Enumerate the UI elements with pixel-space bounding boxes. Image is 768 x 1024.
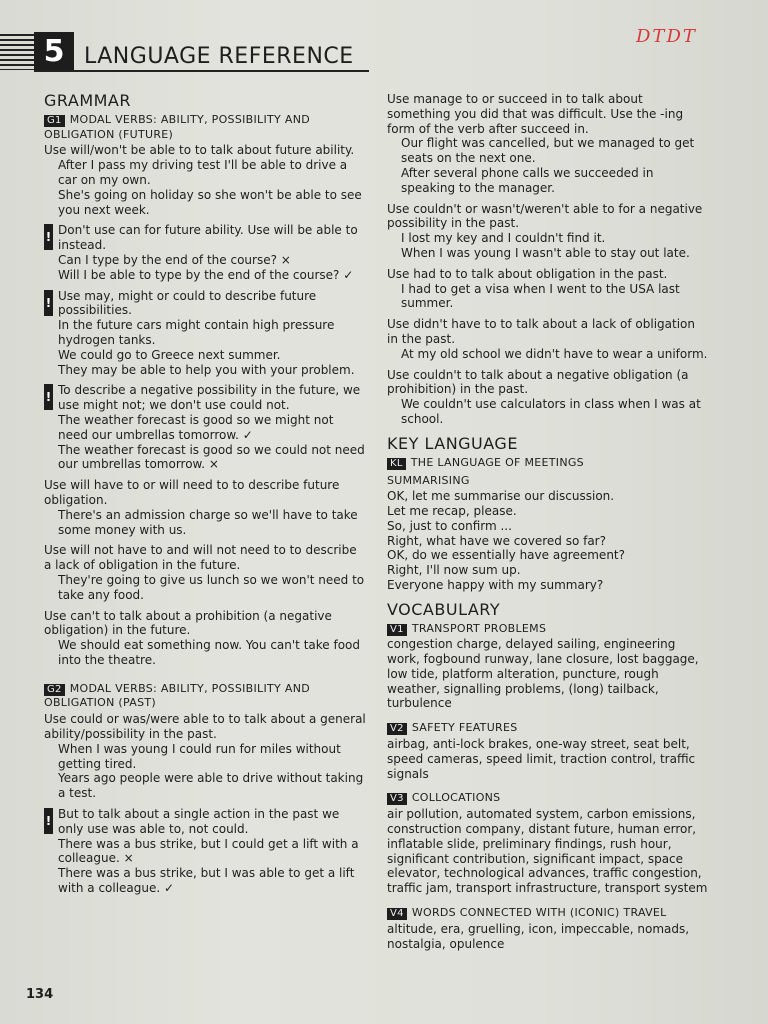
header-divider xyxy=(34,70,369,72)
example: They're going to give us lunch so we won't need to take any food. xyxy=(58,572,365,602)
g2-past-ability xyxy=(44,712,366,801)
example: The weather forecast is good so we might not need our umbrellas tomorrow. ✓ xyxy=(58,412,334,442)
g2-negative-possibility xyxy=(387,202,709,261)
rule-text: Don't use can for future ability. Use will be able to instead. xyxy=(58,223,358,253)
g1-prohibition xyxy=(44,609,366,668)
example: She's going on holiday so she won't be able to see you next week. xyxy=(58,187,362,217)
example: After several phone calls we succeeded in speaking to the manager. xyxy=(401,165,654,195)
grammar-heading: GRAMMAR xyxy=(44,91,131,110)
rule-text: Use will/won't be able to to talk about future ability. xyxy=(44,143,355,158)
example: There was a bus strike, but I could get a lift with a colleague. × xyxy=(58,836,359,866)
example: After I pass my driving test I'll be able to drive a car on my own. xyxy=(58,158,348,187)
kl-phrases xyxy=(387,489,709,593)
rule-text: Use had to to talk about obligation in the past. xyxy=(387,266,668,281)
g1-title: MODAL VERBS: ABILITY, POSSIBILITY AND OBLIGATION (FUTURE) xyxy=(44,112,310,141)
warning-icon: ! xyxy=(44,290,53,316)
example: I lost my key and I couldn't find it. xyxy=(401,231,606,246)
g1-tag: G1 xyxy=(44,115,65,127)
g1-lack-obligation xyxy=(44,543,366,602)
rule-text: Use couldn't to talk about a negative obligation (a prohibition) in the past. xyxy=(387,367,689,397)
vocab-section-v3 xyxy=(387,791,709,896)
unit-number: 5 xyxy=(34,32,74,72)
g2-had-to xyxy=(387,267,709,311)
example: Our flight was cancelled, but we managed to get seats on the next one. xyxy=(401,136,695,166)
g2-warning-single-action xyxy=(44,807,366,896)
g1-warning-negative xyxy=(44,383,366,472)
example: In the future cars might contain high pressure hydrogen tanks. xyxy=(58,318,335,347)
kl-title-row xyxy=(387,456,709,471)
g2-tag: G2 xyxy=(44,684,65,696)
example: There was a bus strike, but I was able to get a lift with a colleague. ✓ xyxy=(58,866,355,896)
v2-tag: V2 xyxy=(387,723,407,735)
vocab-list: air pollution, automated system, carbon emissions, construction company, distant future, human error, inflatable slide, preliminary findings, rush hour, significant contribution, significant impact, space elevator, technological advances, traffic congestion, traffic jam, transport infrastructure, transport system xyxy=(387,807,708,896)
example: We couldn't use calculators in class when I was at school. xyxy=(401,397,701,426)
v1-title: TRANSPORT PROBLEMS xyxy=(411,621,547,635)
vocab-list: airbag, anti-lock brakes, one-way street, seat belt, speed cameras, speed limit, traction control, traffic signals xyxy=(387,737,696,781)
g1-title-row xyxy=(44,113,366,143)
phrase: OK, do we essentially have agreement? xyxy=(387,548,625,563)
vocab-section-v1 xyxy=(387,622,709,712)
header-stripes xyxy=(0,34,34,70)
example: Can I type by the end of the course? × xyxy=(58,252,291,267)
example: When I was young I could run for miles without getting tired. xyxy=(58,741,341,771)
v2-title: SAFETY FEATURES xyxy=(411,721,518,735)
g1-future-ability xyxy=(44,143,366,217)
g1-warning-possibility xyxy=(44,289,366,378)
example: We could go to Greece next summer. xyxy=(58,347,281,362)
phrase: So, just to confirm ... xyxy=(387,518,512,533)
key-language-heading: KEY LANGUAGE xyxy=(387,433,518,453)
vocab-section-v4 xyxy=(387,906,709,951)
left-column xyxy=(44,92,366,902)
kl-subheading: SUMMARISING xyxy=(387,474,470,488)
right-column xyxy=(387,92,709,957)
rule-text: To describe a negative possibility in the future, we use might not; we don't use could not. xyxy=(58,383,361,413)
v4-title: WORDS CONNECTED WITH (ICONIC) TRAVEL xyxy=(411,906,667,920)
rule-text: Use will not have to and will not need to to describe a lack of obligation in the future. xyxy=(44,543,357,573)
g1-warning-can xyxy=(44,223,366,282)
kl-title: THE LANGUAGE OF MEETINGS xyxy=(410,455,584,469)
rule-text: Use didn't have to to talk about a lack of obligation in the past. xyxy=(387,317,695,346)
g2-title: MODAL VERBS: ABILITY, POSSIBILITY AND OBLIGATION (PAST) xyxy=(44,681,310,710)
g2-title-row xyxy=(44,682,366,712)
example: They may be able to help you with your problem. xyxy=(58,362,355,377)
example: There's an admission charge so we'll have to take some money with us. xyxy=(58,507,358,537)
vocab-list: congestion charge, delayed sailing, engineering work, fogbound runway, lane closure, lost baggage, low tide, platform alteration, puncture, rough weather, signalling problems, (long) tailback, turbulence xyxy=(387,637,699,711)
kl-tag: KL xyxy=(387,458,406,470)
vocab-list: altitude, era, gruelling, icon, impeccable, nomads, nostalgia, opulence xyxy=(387,921,690,951)
phrase: Right, I'll now sum up. xyxy=(387,563,521,578)
rule-text: Use will have to or will need to to describe future obligation. xyxy=(44,478,340,507)
example: The weather forecast is good so we could not need our umbrellas tomorrow. × xyxy=(58,442,365,472)
rule-text: Use couldn't or wasn't/weren't able to for a negative possibility in the past. xyxy=(387,201,703,231)
rule-text: Use may, might or could to describe future possibilities. xyxy=(58,288,317,318)
example: Years ago people were able to drive without taking a test. xyxy=(58,771,364,801)
rule-text: Use manage to or succeed in to talk about something you did that was difficult. Use the -ing form of the verb after succeed in. xyxy=(387,92,684,136)
warning-icon: ! xyxy=(44,384,53,410)
g2-manage-to xyxy=(387,92,709,196)
example: We should eat something now. You can't take food into the theatre. xyxy=(58,638,360,667)
page-title: LANGUAGE REFERENCE xyxy=(84,44,354,69)
example: When I was young I wasn't able to stay out late. xyxy=(401,245,690,260)
handwritten-note: DTDT xyxy=(636,26,697,47)
v1-title-row xyxy=(387,622,709,637)
vocab-section-v2 xyxy=(387,721,709,781)
v3-title: COLLOCATIONS xyxy=(411,791,501,805)
rule-text: But to talk about a single action in the past we only use was able to, not could. xyxy=(58,807,340,836)
v4-tag: V4 xyxy=(387,908,407,920)
phrase: Everyone happy with my summary? xyxy=(387,577,604,592)
g2-didnt-have-to xyxy=(387,317,709,361)
phrase: Right, what have we covered so far? xyxy=(387,533,606,548)
example: Will I be able to type by the end of the course? ✓ xyxy=(58,267,354,282)
g1-future-obligation xyxy=(44,478,366,537)
vocabulary-heading: VOCABULARY xyxy=(387,599,501,619)
v3-tag: V3 xyxy=(387,793,407,805)
rule-text: Use could or was/were able to to talk about a general ability/possibility in the past. xyxy=(44,712,366,742)
warning-icon: ! xyxy=(44,224,53,250)
phrase: OK, let me summarise our discussion. xyxy=(387,489,615,504)
warning-icon: ! xyxy=(44,808,53,834)
rule-text: Use can't to talk about a prohibition (a negative obligation) in the future. xyxy=(44,608,332,638)
example: I had to get a visa when I went to the USA last summer. xyxy=(401,281,680,311)
example: At my old school we didn't have to wear a uniform. xyxy=(401,346,708,361)
phrase: Let me recap, please. xyxy=(387,503,517,518)
v1-tag: V1 xyxy=(387,624,407,636)
v4-title-row xyxy=(387,906,709,921)
v3-title-row xyxy=(387,791,709,806)
v2-title-row xyxy=(387,721,709,736)
page-number: 134 xyxy=(26,987,54,1002)
g2-couldnt-prohibition xyxy=(387,368,709,427)
